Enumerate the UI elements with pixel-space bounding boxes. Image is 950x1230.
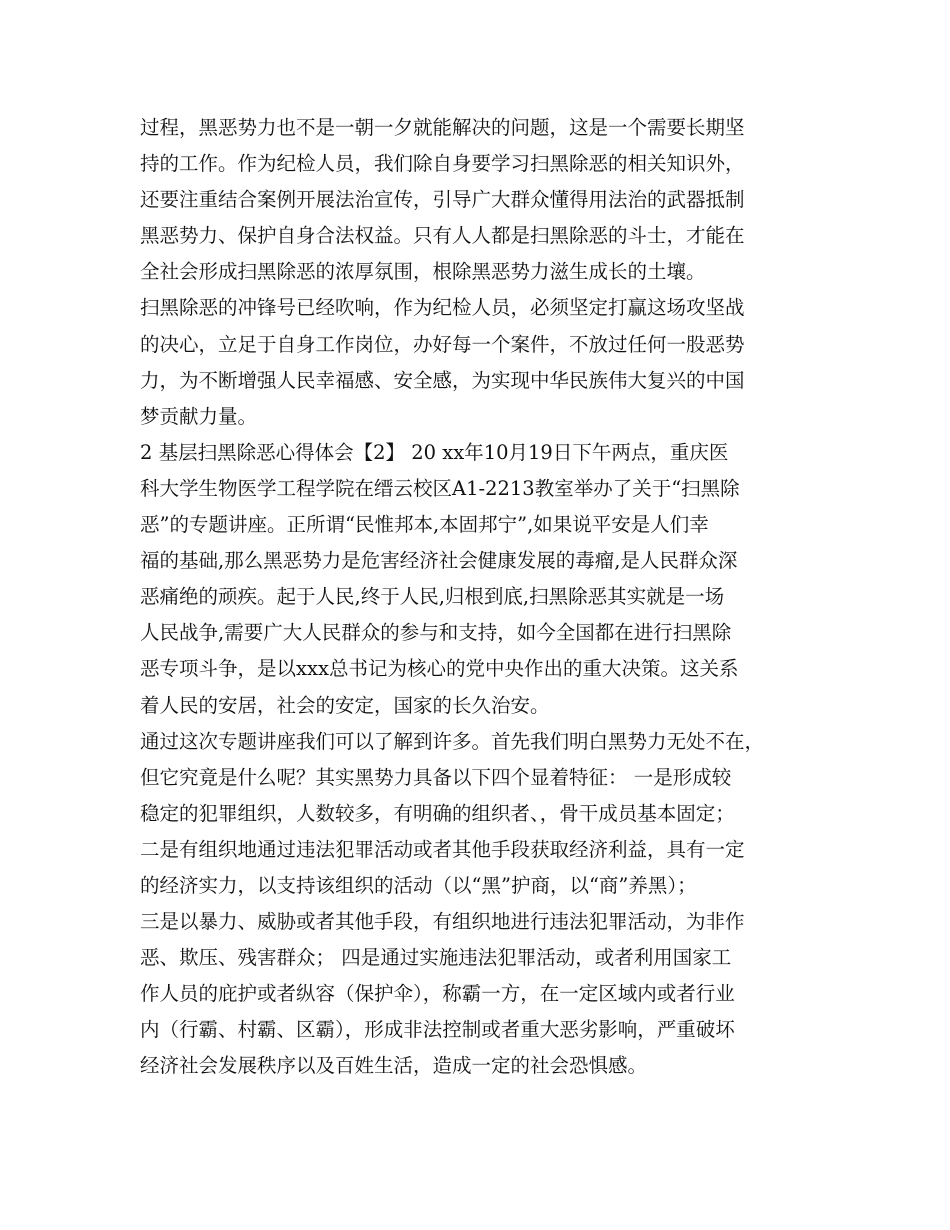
text-line: 恶、欺压、残害群众； 四是通过实施违法犯罪活动，或者利用国家工 bbox=[140, 946, 732, 970]
text-line: 恶专项斗争，是以xxx总书记为核心的党中央作出的重大决策。这关系 bbox=[140, 657, 739, 681]
text-line: 的决心，立足于自身工作岗位，办好每一个案件，不放过任何一股恶势 bbox=[140, 332, 745, 356]
text-line: 通过这次专题讲座我们可以了解到许多。首先我们明白黑势力无处不在， bbox=[140, 729, 765, 753]
text-line: 全社会形成扫黑除恶的浓厚氛围，根除黑恶势力滋生成长的土壤。 bbox=[140, 260, 706, 284]
text-line: 科大学生物医学工程学院在缙云校区A1-2213教室举办了关于“扫黑除 bbox=[140, 476, 740, 500]
text-line: 力，为不断增强人民幸福感、安全感，为实现中华民族伟大复兴的中国 bbox=[140, 368, 745, 392]
text-line: 扫黑除恶的冲锋号已经吹响，作为纪检人员，必须坚定打赢这场攻坚战 bbox=[140, 296, 745, 320]
document-body bbox=[140, 110, 830, 1085]
text-line: 还要注重结合案例开展法治宣传，引导广大群众懂得用法治的武器抵制 bbox=[140, 188, 745, 212]
text-line: 恶痛绝的顽疾。起于人民,终于人民,归根到底,扫黑除恶其实就是一场 bbox=[140, 585, 725, 609]
text-line: 经济社会发展秩序以及百姓生活，造成一定的社会恐惧感。 bbox=[140, 1054, 648, 1078]
text-line: 梦贡献力量。 bbox=[140, 404, 258, 428]
text-line: 着人民的安居，社会的安定，国家的长久治安。 bbox=[140, 693, 550, 717]
text-line: 持的工作。作为纪检人员，我们除自身要学习扫黑除恶的相关知识外， bbox=[140, 152, 745, 176]
text-line: 恶”的专题讲座。正所谓“民惟邦本,本固邦宁”,如果说平安是人们幸 bbox=[140, 513, 709, 537]
text-line: 人民战争,需要广大人民群众的参与和支持，如今全国都在进行扫黑除 bbox=[140, 621, 732, 645]
text-line: 过程，黑恶势力也不是一朝一夕就能解决的问题，这是一个需要长期坚 bbox=[140, 116, 745, 139]
text-line: 2 基层扫黑除恶心得体会【2】 20 xx年10月19日下午两点，重庆医 bbox=[140, 440, 729, 464]
text-line: 福的基础,那么黑恶势力是危害经济社会健康发展的毒瘤,是人民群众深 bbox=[140, 549, 738, 573]
text-line: 三是以暴力、威胁或者其他手段，有组织地进行违法犯罪活动，为非作 bbox=[140, 910, 745, 934]
text-line: 的经济实力，以支持该组织的活动（以“黑”护商，以“商”养黑）； bbox=[140, 873, 697, 897]
text-line: 黑恶势力、保护自身合法权益。只有人人都是扫黑除恶的斗士，才能在 bbox=[140, 224, 745, 248]
text-line: 内（行霸、村霸、区霸），形成非法控制或者重大恶劣影响，严重破坏 bbox=[140, 1018, 735, 1042]
text-line: 二是有组织地通过违法犯罪活动或者其他手段获取经济利益，具有一定 bbox=[140, 837, 745, 861]
text-line: 稳定的犯罪组织，人数较多，有明确的组织者、，骨干成员基本固定； bbox=[140, 801, 735, 825]
text-line: 作人员的庇护或者纵容（保护伞），称霸一方，在一定区域内或者行业 bbox=[140, 982, 735, 1006]
text-line: 但它究竟是什么呢？其实黑势力具备以下四个显着特征： 一是形成较 bbox=[140, 765, 732, 789]
